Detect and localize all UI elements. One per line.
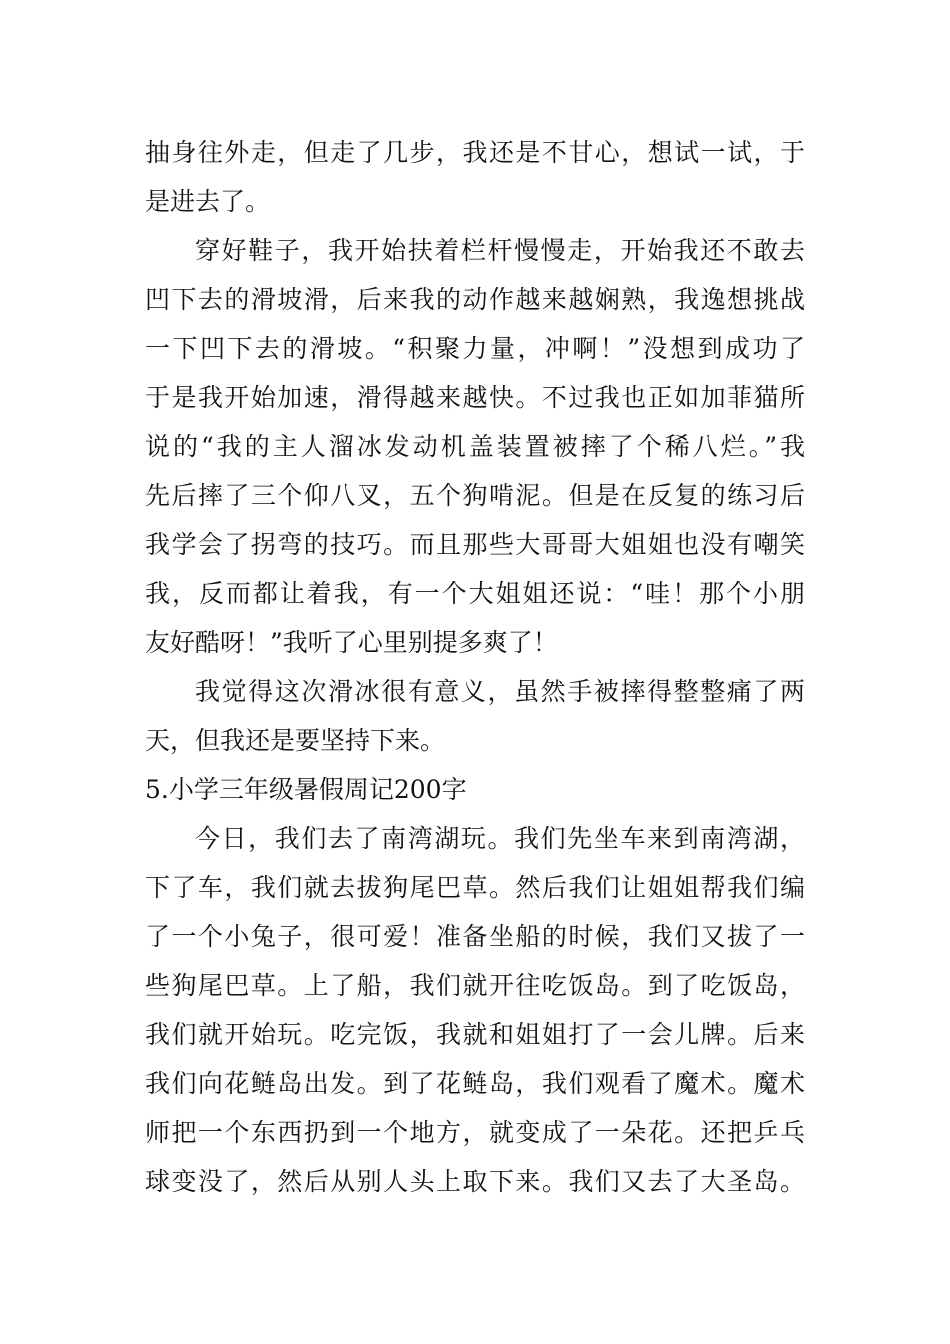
text-line: 我觉得这次滑冰很有意义，虽然手被摔得整整痛了两 xyxy=(195,677,805,706)
paragraph xyxy=(145,667,805,765)
text-line: 球变没了，然后从别人头上取下来。我们又去了大圣岛。 xyxy=(145,1167,805,1196)
section-heading xyxy=(145,765,805,814)
text-line: 天，但我还是要坚持下来。 xyxy=(145,726,446,755)
text-line: 穿好鞋子，我开始扶着栏杆慢慢走，开始我还不敢去 xyxy=(195,236,805,265)
text-line: 凹下去的滑坡滑，后来我的动作越来越娴熟，我逸想挑战 xyxy=(145,285,805,314)
text-line: 我，反而都让着我，有一个大姐姐还说：“哇！那个小朋 xyxy=(145,579,805,608)
text-line: 先后摔了三个仰八叉，五个狗啃泥。但是在反复的练习后 xyxy=(145,481,805,510)
text-line: 师把一个东西扔到一个地方，就变成了一朵花。还把乒乓 xyxy=(145,1118,805,1147)
text-line: 说的“我的主人溜冰发动机盖装置被摔了个稀八烂。”我 xyxy=(145,432,805,461)
text-line: 我学会了拐弯的技巧。而且那些大哥哥大姐姐也没有嘲笑 xyxy=(145,530,805,559)
paragraph xyxy=(145,226,805,667)
paragraph xyxy=(145,814,805,1206)
paragraph xyxy=(145,128,805,226)
text-line: 我们向花鲢岛出发。到了花鲢岛，我们观看了魔术。魔术 xyxy=(145,1069,805,1098)
heading-text: 5.小学三年级暑假周记200字 xyxy=(145,775,467,804)
text-line: 我们就开始玩。吃完饭，我就和姐姐打了一会儿牌。后来 xyxy=(145,1020,805,1049)
text-line: 今日，我们去了南湾湖玩。我们先坐车来到南湾湖， xyxy=(195,824,805,853)
text-line: 下了车，我们就去拔狗尾巴草。然后我们让姐姐帮我们编 xyxy=(145,873,805,902)
text-line: 是进去了。 xyxy=(145,187,271,216)
text-line: 抽身往外走，但走了几步，我还是不甘心，想试一试，于 xyxy=(145,138,805,167)
text-line: 些狗尾巴草。上了船，我们就开往吃饭岛。到了吃饭岛， xyxy=(145,971,805,1000)
text-line: 了一个小兔子，很可爱！准备坐船的时候，我们又拔了一 xyxy=(145,922,805,951)
text-line: 于是我开始加速，滑得越来越快。不过我也正如加菲猫所 xyxy=(145,383,805,412)
text-line: 友好酷呀！”我听了心里别提多爽了！ xyxy=(145,628,558,657)
document-body xyxy=(145,128,805,1206)
text-line: 一下凹下去的滑坡。“积聚力量，冲啊！”没想到成功了 xyxy=(145,334,805,363)
